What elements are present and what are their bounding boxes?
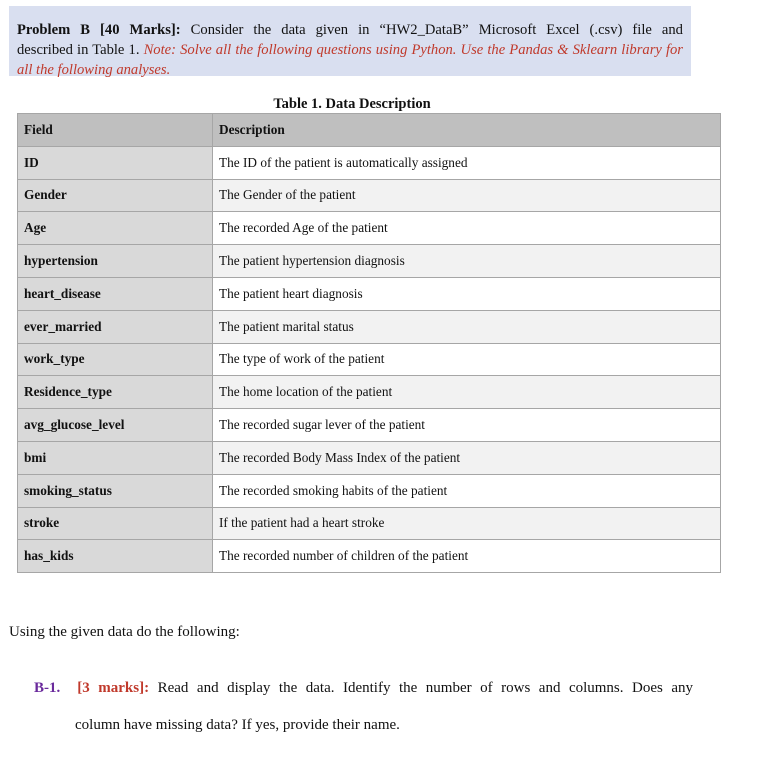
description-cell: The patient heart diagnosis (213, 277, 721, 310)
field-cell: hypertension (18, 245, 213, 278)
question-text-1: Read and display the data. Identify the number of rows and columns. Does any (157, 680, 694, 696)
description-cell: If the patient had a heart stroke (213, 507, 721, 540)
table-row (18, 310, 721, 343)
table-row (18, 409, 721, 442)
instructions-text: Using the given data do the following: (9, 624, 240, 640)
header-intro-text: Consider the data given in “HW2_DataB” Microsoft Excel (.csv) file and (190, 22, 683, 38)
table-row (18, 277, 721, 310)
question-number: B-1. (34, 680, 61, 696)
field-cell: smoking_status (18, 474, 213, 507)
field-cell: ID (18, 146, 213, 179)
description-cell: The Gender of the patient (213, 179, 721, 212)
description-cell: The ID of the patient is automatically assigned (213, 146, 721, 179)
table-row (18, 179, 721, 212)
field-cell: has_kids (18, 540, 213, 573)
field-cell: work_type (18, 343, 213, 376)
table-row (18, 507, 721, 540)
question-b1 (34, 676, 693, 737)
column-header-field: Field (18, 114, 213, 147)
description-cell: The recorded smoking habits of the patient (213, 474, 721, 507)
field-cell: heart_disease (18, 277, 213, 310)
column-header-description: Description (213, 114, 721, 147)
table-title: Table 1. Data Description (273, 96, 431, 112)
table-header-row (18, 114, 721, 147)
description-cell: The recorded Age of the patient (213, 212, 721, 245)
table-row (18, 441, 721, 474)
question-text-2: column have missing data? If yes, provide their name. (75, 717, 400, 733)
header-line-1 (17, 20, 683, 40)
description-cell: The type of work of the patient (213, 343, 721, 376)
problem-header (9, 6, 691, 76)
description-cell: The patient hypertension diagnosis (213, 245, 721, 278)
table-row (18, 540, 721, 573)
description-cell: The patient marital status (213, 310, 721, 343)
field-cell: avg_glucose_level (18, 409, 213, 442)
header-line-2 (17, 40, 683, 60)
table-row (18, 212, 721, 245)
question-line-1 (34, 676, 693, 700)
table-row (18, 146, 721, 179)
header-table-ref: described in Table 1. (17, 42, 140, 58)
problem-label: Problem B [40 Marks]: (17, 22, 181, 38)
table-row (18, 474, 721, 507)
question-marks: [3 marks]: (77, 680, 150, 696)
table-row (18, 376, 721, 409)
field-cell: Residence_type (18, 376, 213, 409)
description-cell: The recorded sugar lever of the patient (213, 409, 721, 442)
description-cell: The recorded number of children of the patient (213, 540, 721, 573)
field-cell: bmi (18, 441, 213, 474)
table-row (18, 343, 721, 376)
field-cell: ever_married (18, 310, 213, 343)
description-cell: The home location of the patient (213, 376, 721, 409)
field-cell: Gender (18, 179, 213, 212)
table-row (18, 245, 721, 278)
field-cell: stroke (18, 507, 213, 540)
header-note-line-3: all the following analyses. (17, 62, 171, 78)
description-cell: The recorded Body Mass Index of the patient (213, 441, 721, 474)
field-cell: Age (18, 212, 213, 245)
data-description-table (17, 113, 721, 573)
header-note: Note: Solve all the following questions using Python. Use the Pandas & Sklearn library for (143, 42, 683, 58)
